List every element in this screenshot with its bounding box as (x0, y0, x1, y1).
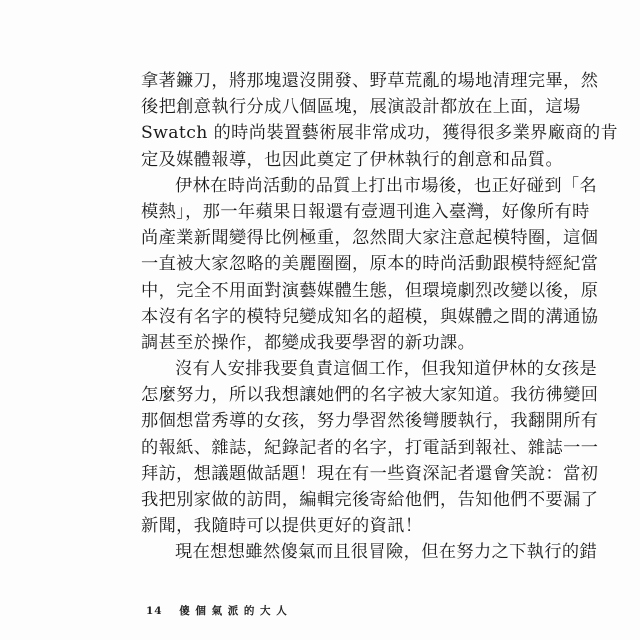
text-line: 的報紙、雜誌，紀錄記者的名字，打電話到報社、雜誌一一 (141, 437, 599, 458)
text-line: 尚產業新聞變得比例極重，忽然間大家注意起模特圈，這個 (141, 228, 599, 249)
text-line: 本沒有名字的模特兒變成知名的超模，與媒體之間的溝通協 (141, 306, 599, 327)
text-line: 定及媒體報導，也因此奠定了伊林執行的創意和品質。 (141, 149, 564, 170)
text-line: 中，完全不用面對演藝媒體生態，但環境劇烈改變以後，原 (141, 280, 599, 301)
text-line: 調甚至於操作，都變成我要學習的新功課。 (141, 332, 476, 353)
text-line: 拿著鐮刀，將那塊還沒開發、野草荒亂的場地清理完畢，然 (141, 71, 599, 91)
page-footer (146, 603, 288, 618)
text-line: 拜訪，想議題做話題！現在有一些資深記者還會笑說：當初 (141, 463, 599, 484)
running-title: 傻 個 氣 派 的 大 人 (179, 605, 288, 617)
text-line: 新聞，我隨時可以提供更好的資訊！ (141, 516, 423, 537)
body-text (141, 68, 619, 566)
text-line: 伊林在時尚活動的品質上打出市場後，也正好碰到「名 (175, 175, 598, 196)
page-number: 14 (146, 605, 163, 617)
text-line: 現在想想雖然傻氣而且很冒險，但在努力之下執行的錯 (175, 542, 598, 563)
text-line: 一直被大家忽略的美麗圈圈，原本的時尚活動跟模特經紀當 (141, 254, 599, 275)
text-line: 怎麼努力，所以我想讓她們的名字被大家知道。我彷彿變回 (141, 385, 599, 406)
text-line: 我把別家做的訪問，編輯完後寄給他們，告知他們不要漏了 (141, 490, 599, 510)
text-line: 模熱」，那一年蘋果日報還有壹週刊進入臺灣，好像所有時 (141, 201, 590, 222)
text-line: 後把創意執行分成八個區塊，展演設計都放在上面，這場 (141, 97, 581, 118)
text-line: Swatch 的時尚裝置藝術展非常成功，獲得很多業界廠商的肯 (141, 123, 619, 144)
text-line: 沒有人安排我要負責這個工作，但我知道伊林的女孩是 (175, 359, 598, 380)
text-line: 那個想當秀導的女孩，努力學習然後彎腰執行，我翻開所有 (141, 411, 599, 432)
